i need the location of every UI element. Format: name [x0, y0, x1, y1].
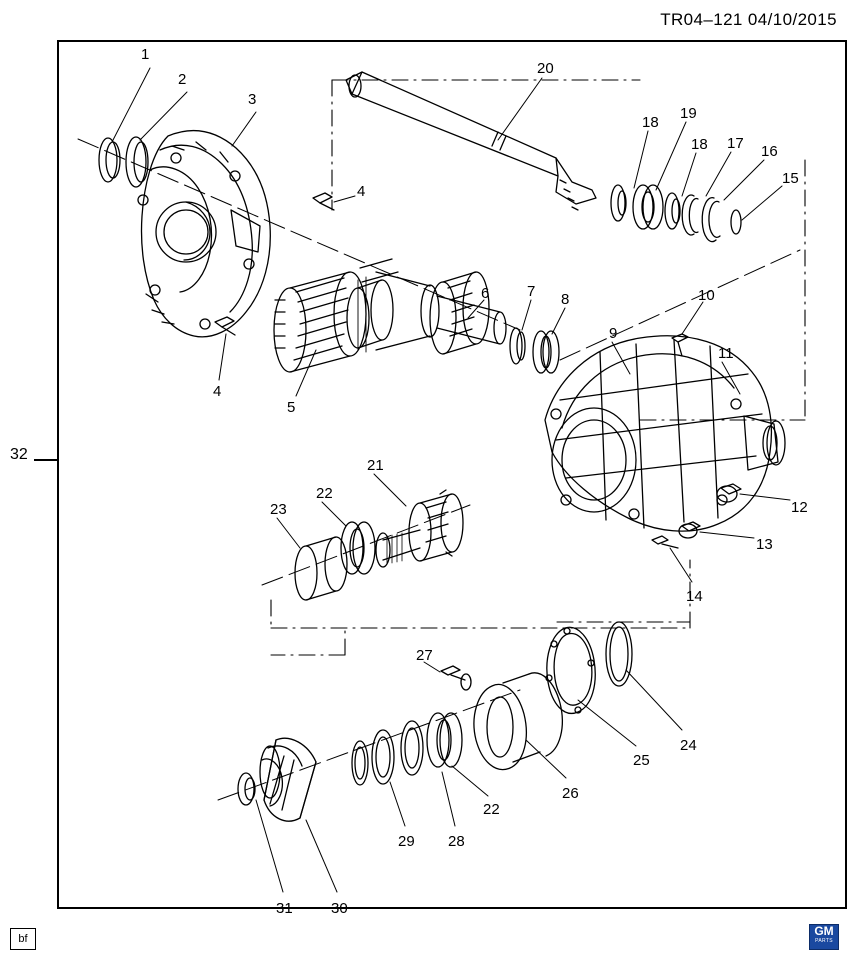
callout-18: 18 [691, 136, 708, 153]
callout-29: 29 [398, 833, 415, 850]
gm-logo-subtext: PARTS [815, 938, 833, 944]
callout-6: 6 [481, 285, 490, 302]
callout-8: 8 [561, 291, 570, 308]
callout-21: 21 [367, 457, 384, 474]
callout-11: 11 [718, 345, 734, 362]
callout-25: 25 [633, 752, 650, 769]
callout-10: 10 [698, 287, 715, 304]
gm-logo-text: GM [814, 924, 834, 938]
callout-31: 31 [276, 900, 293, 917]
callout-7: 7 [527, 283, 536, 300]
callout-4: 4 [357, 183, 366, 200]
gm-parts-logo [809, 924, 839, 950]
callout-18b: 18 [642, 114, 659, 131]
callout-30: 30 [331, 900, 348, 917]
callout-19: 19 [680, 105, 697, 122]
callout-12: 12 [791, 499, 808, 516]
drawing-code-label: TR04–121 04/10/2015 [660, 10, 837, 29]
callout-13: 13 [756, 536, 773, 553]
callout-15: 15 [782, 170, 799, 187]
assembly-callout-32: 32 [10, 446, 28, 463]
callout-14: 14 [686, 588, 703, 605]
callout-16: 16 [761, 143, 778, 160]
callout-1: 1 [141, 46, 150, 63]
callout-4b: 4 [213, 383, 222, 400]
callout-23: 23 [270, 501, 287, 518]
callout-3: 3 [248, 91, 257, 108]
callout-26: 26 [562, 785, 579, 802]
callout-22b: 22 [483, 801, 500, 818]
callout-2: 2 [178, 71, 187, 88]
callout-22: 22 [316, 485, 333, 502]
sheet-corner-label: bf [10, 928, 36, 950]
callout-9: 9 [609, 325, 618, 342]
callout-24: 24 [680, 737, 697, 754]
callout-20: 20 [537, 60, 554, 77]
callout-28: 28 [448, 833, 465, 850]
callout-17: 17 [727, 135, 744, 152]
callout-5: 5 [287, 399, 296, 416]
callout-27: 27 [416, 647, 433, 664]
